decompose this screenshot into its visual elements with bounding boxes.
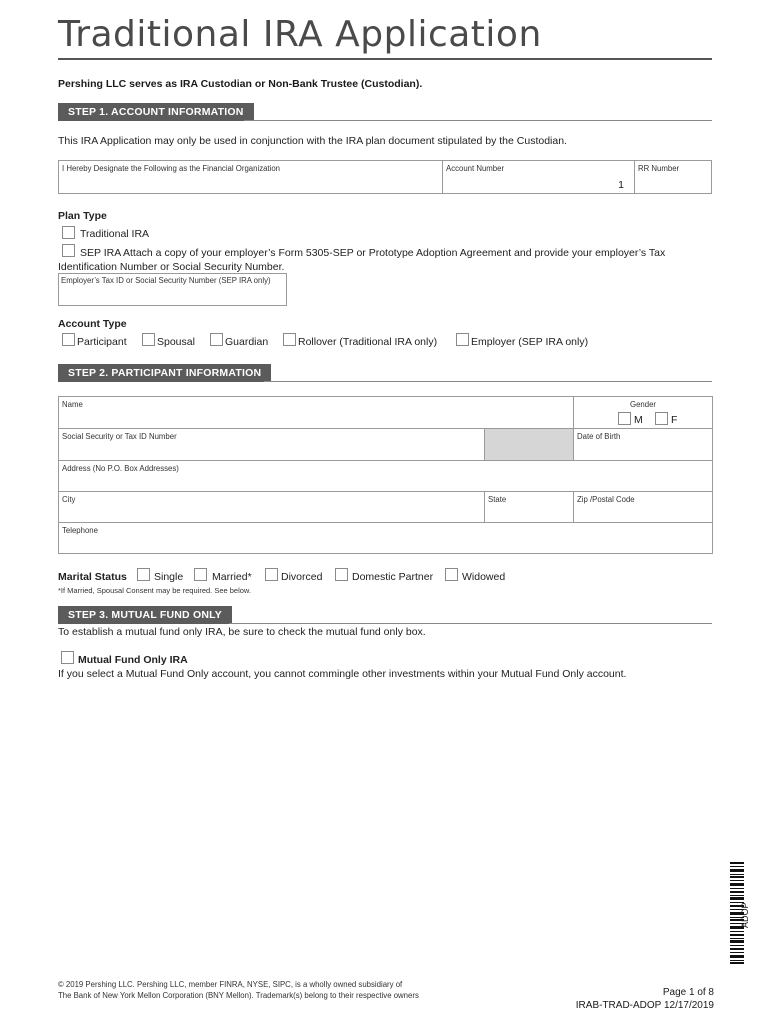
gender-m-checkbox[interactable] [618,412,631,425]
employer-label: Employer (SEP IRA only) [471,336,589,348]
form-id: IRAB-TRAD-ADOP 12/17/2019 [575,1000,714,1011]
zip-field[interactable] [574,492,712,523]
widowed-checkbox[interactable] [445,568,458,581]
employer-tax-id-field[interactable] [58,273,287,306]
name-field[interactable] [59,397,574,429]
ssn-field[interactable] [59,429,485,461]
city-label: City [62,495,76,504]
employer-tax-id-label: Employer’s Tax ID or Social Security Number (SEP IRA only) [61,276,271,285]
gender-f-label: F [671,414,678,426]
step3-rule [229,623,712,624]
copyright-notice [58,979,419,1001]
step1-tab: STEP 1. ACCOUNT INFORMATION [58,103,254,121]
plan-type-heading: Plan Type [58,210,107,222]
sep-ira-label-cont: Identification Number or Social Security Number. [58,261,285,273]
financial-org-field[interactable] [59,161,443,193]
mutual-fund-only-checkbox[interactable] [61,651,74,664]
rollover-label: Rollover (Traditional IRA only) [298,336,438,348]
name-label: Name [62,400,83,409]
step3-header [58,606,712,624]
married-checkbox[interactable] [194,568,207,581]
guardian-label: Guardian [225,336,269,348]
state-field[interactable] [485,492,574,523]
participant-label: Participant [77,336,127,348]
page-info [576,986,714,1012]
custodian-statement: Pershing LLC serves as IRA Custodian or Non-Bank Trustee (Custodian). [58,78,423,90]
step1-header [58,103,712,121]
domestic-partner-checkbox[interactable] [335,568,348,581]
gender-f-checkbox[interactable] [655,412,668,425]
copyright-line-2: The Bank of New York Mellon Corporation (BNY Mellon). Trademark(s) belong to their respective owners [58,991,419,1000]
gender-m-label: M [634,414,643,426]
domestic-partner-label: Domestic Partner [352,571,434,583]
sep-ira-checkbox[interactable] [62,244,75,257]
rr-number-label: RR Number [638,164,680,173]
rollover-checkbox[interactable] [283,333,296,346]
single-checkbox[interactable] [137,568,150,581]
step1-intro: This IRA Application may only be used in conjunction with the IRA plan document stipulated by the Custodian. [58,135,567,147]
state-label: State [488,495,507,504]
guardian-checkbox[interactable] [210,333,223,346]
account-number-label: Account Number [446,164,505,173]
ssn-label: Social Security or Tax ID Number [62,432,177,441]
divorced-label: Divorced [281,571,323,583]
zip-label: Zip /Postal Code [577,495,635,504]
financial-org-table [58,160,712,194]
step1-rule [244,120,712,121]
gender-label: Gender [630,400,657,409]
telephone-label: Telephone [62,526,98,535]
single-label: Single [154,571,184,583]
divorced-checkbox[interactable] [265,568,278,581]
account-number-value: 1 [618,179,624,191]
gender-field [574,397,712,429]
dob-field[interactable] [574,429,712,461]
title-divider [58,58,712,60]
account-number-field[interactable] [443,161,635,193]
step3-intro: To establish a mutual fund only IRA, be sure to check the mutual fund only box. [58,626,426,638]
marital-status-heading: Marital Status [58,571,127,583]
married-label: Married* [212,571,252,583]
widowed-label: Widowed [462,571,506,583]
telephone-field[interactable] [59,523,712,553]
mutual-fund-note: If you select a Mutual Fund Only account, you cannot commingle other investments within your Mutual Fund Only account. [58,668,627,680]
step2-rule [264,381,712,382]
participant-table [58,396,713,554]
traditional-ira-label: Traditional IRA [80,228,150,240]
city-field[interactable] [59,492,485,523]
step2-header [58,364,712,382]
mutual-fund-only-label: Mutual Fund Only IRA [78,654,188,666]
barcode-label: ADOP [740,902,750,928]
spousal-label: Spousal [157,336,195,348]
sep-ira-label: SEP IRA Attach a copy of your employer’s Form 5305-SEP or Prototype Adoption Agreement and provide your employer’s Tax [80,247,666,259]
account-type-heading: Account Type [58,318,127,330]
step2-tab: STEP 2. PARTICIPANT INFORMATION [58,364,271,382]
employer-checkbox[interactable] [456,333,469,346]
copyright-line-1: © 2019 Pershing LLC. Pershing LLC, member FINRA, NYSE, SIPC, is a wholly owned subsidiary of [58,980,403,989]
address-field[interactable] [59,461,712,492]
step3-tab: STEP 3. MUTUAL FUND ONLY [58,606,232,624]
dob-label: Date of Birth [577,432,621,441]
spousal-checkbox[interactable] [142,333,155,346]
financial-org-label: I Hereby Designate the Following as the Financial Organization [62,164,280,173]
page-number: Page 1 of 8 [662,987,714,998]
address-label: Address (No P.O. Box Addresses) [62,464,179,473]
page-title: Traditional IRA Application [58,14,542,55]
traditional-ira-checkbox[interactable] [62,226,75,239]
spousal-consent-note: *If Married, Spousal Consent may be required. See below. [58,586,252,595]
rr-number-field[interactable] [635,161,711,193]
participant-checkbox[interactable] [62,333,75,346]
shaded-cell [485,429,574,461]
